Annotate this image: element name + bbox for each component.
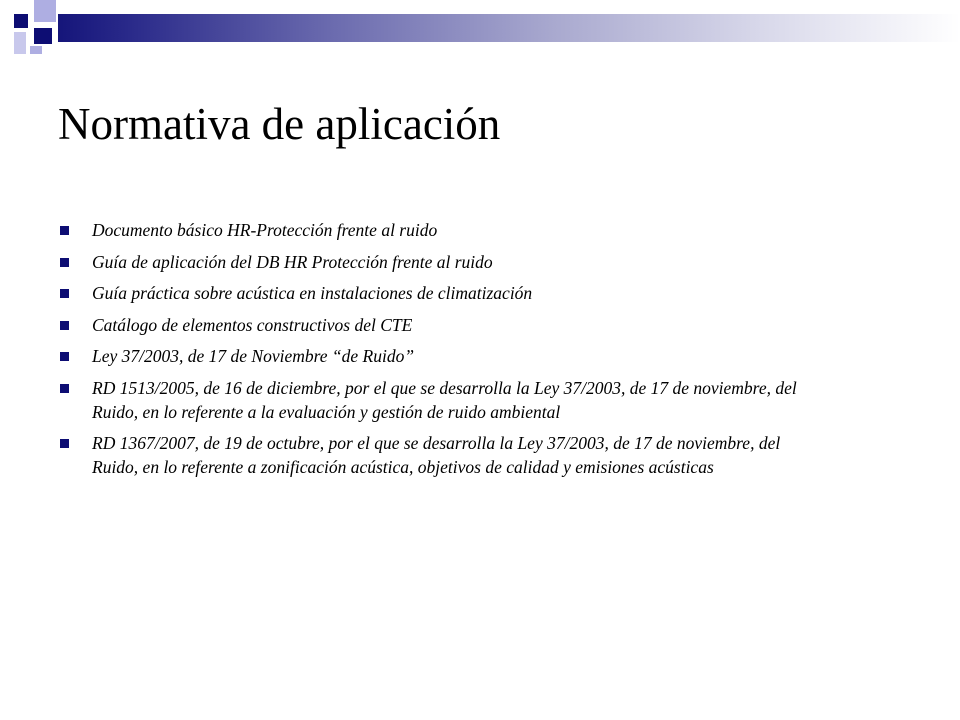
square-bullet-icon [60, 226, 69, 235]
decor-square-navy [14, 14, 28, 28]
decor-square-lavender [34, 0, 56, 22]
square-bullet-icon [60, 258, 69, 267]
list-item-text: RD 1367/2007, de 19 de octubre, por el que se desarrolla la Ley 37/2003, de 17 de noviembre, del Ruido, en lo referente a zonificación acústica, objetivos de calidad y emisiones acústicas [92, 433, 781, 477]
square-bullet-icon [60, 352, 69, 361]
list-item [60, 313, 820, 337]
decor-square-lavender [14, 32, 26, 54]
decor-square-lavender [30, 46, 42, 54]
list-item-text: Catálogo de elementos constructivos del CTE [92, 314, 413, 335]
slide-title: Normativa de aplicación [58, 99, 501, 149]
square-bullet-icon [60, 321, 69, 330]
list-item-text: Guía de aplicación del DB HR Protección frente al ruido [92, 251, 493, 272]
list-item [60, 431, 820, 479]
list-item-text: Guía práctica sobre acústica en instalaciones de climatización [92, 283, 533, 303]
header-gradient-bar [58, 14, 960, 42]
list-item-text: Documento básico HR-Protección frente al ruido [92, 220, 438, 240]
square-bullet-icon [60, 439, 69, 448]
square-bullet-icon [60, 384, 69, 393]
bullet-list [60, 218, 820, 487]
list-item-text: RD 1513/2005, de 16 de diciembre, por el que se desarrolla la Ley 37/2003, de 17 de noviembre, del Ruido, en lo referente a la evaluación y gestión de ruido ambiental [92, 377, 797, 422]
decor-square-navy [34, 28, 52, 44]
list-item [60, 376, 820, 424]
list-item-text: Ley 37/2003, de 17 de Noviembre “de Ruido” [92, 346, 415, 366]
list-item [60, 281, 820, 305]
list-item [60, 344, 820, 368]
square-bullet-icon [60, 289, 69, 298]
list-item [60, 250, 820, 274]
list-item [60, 218, 820, 242]
